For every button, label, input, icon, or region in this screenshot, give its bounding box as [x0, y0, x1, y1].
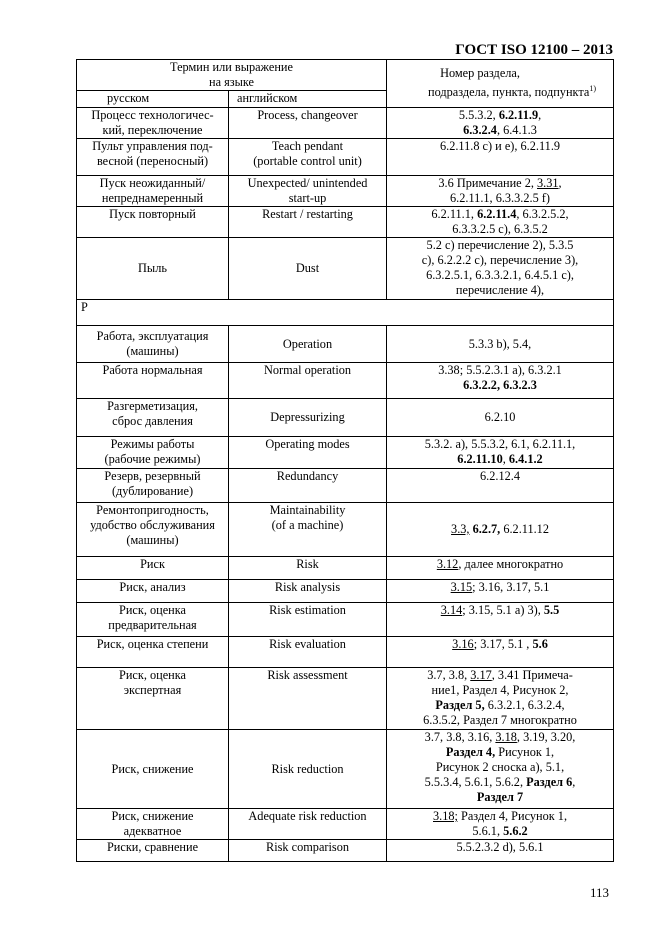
reference-line	[389, 580, 611, 595]
reference-line	[389, 790, 611, 805]
russian-term-cell-line: непреднамеренный	[101, 191, 204, 205]
english-term-cell-line: Adequate risk reduction	[248, 809, 367, 823]
russian-term-cell	[77, 730, 229, 809]
reference-fragment: Раздел 5,	[435, 698, 485, 712]
english-term-cell-line: Restart / restarting	[262, 207, 353, 221]
ref-header-line1: Номер раздела,	[440, 66, 520, 81]
russian-term-cell	[77, 557, 229, 580]
reference-fragment: 6.2.11.4	[477, 207, 517, 221]
russian-term-cell	[77, 326, 229, 363]
reference-fragment: Раздел 7	[476, 790, 524, 804]
english-term-cell-line: Unexpected/ unintended	[247, 176, 368, 190]
russian-term-cell	[77, 503, 229, 557]
russian-term-cell-line: экспертная	[123, 683, 182, 697]
term-group-label-line2: на языке	[209, 75, 255, 89]
reference-fragment: 5.6.2	[503, 824, 528, 838]
reference-fragment: , 6.3.2.5.2,	[516, 207, 569, 221]
reference-cell	[387, 603, 614, 637]
russian-term-cell	[77, 108, 229, 139]
russian-term-cell-line: Риск, оценка степени	[96, 637, 209, 651]
reference-fragment: 6.2.7,	[472, 522, 501, 536]
reference-fragment: 3.38; 5.5.2.3.1 a), 6.3.2.1	[438, 363, 562, 377]
reference-line	[389, 191, 611, 206]
russian-term-cell	[77, 437, 229, 469]
reference-cell	[387, 363, 614, 399]
reference-fragment: 5.6	[532, 637, 548, 651]
reference-line	[389, 253, 611, 268]
russian-term-cell-line: Пуск неожиданный/	[99, 176, 206, 190]
table-row	[77, 580, 614, 603]
table-row	[77, 326, 614, 363]
table-row	[77, 668, 614, 730]
english-term-cell	[229, 603, 387, 637]
reference-fragment: 5.5.2.3.2 d), 5.6.1	[456, 840, 544, 854]
reference-line	[389, 840, 611, 855]
russian-term-cell-line: кий, переключение	[102, 123, 203, 137]
reference-fragment: 5.5.3.4, 5.6.1, 5.6.2,	[424, 775, 527, 789]
reference-fragment: 3.7, 3.8,	[427, 668, 471, 682]
russian-term-cell-line: Работа нормальная	[102, 363, 203, 377]
russian-term-cell-line: Работа, эксплуатация	[96, 329, 209, 343]
russian-term-cell-line: Риск, анализ	[119, 580, 186, 594]
reference-line	[389, 108, 611, 123]
reference-fragment: ; 3.16, 3.17, 5.1	[472, 580, 550, 594]
reference-fragment: 6.2.11.10	[457, 452, 503, 466]
english-term-cell-line: Redundancy	[276, 469, 339, 483]
english-term-cell-line: Operating modes	[265, 437, 350, 451]
reference-fragment: 6.3.3.2.5 c), 6.3.5.2	[452, 222, 548, 236]
term-group-header	[77, 60, 387, 91]
reference-fragment: 3.14	[440, 603, 463, 617]
reference-fragment: 6.2.11.8 c) и e), 6.2.11.9	[439, 139, 561, 153]
reference-fragment: 6.2.10	[484, 410, 516, 424]
reference-cell	[387, 809, 614, 840]
russian-term-cell-line: весной (переносный)	[96, 154, 209, 168]
reference-fragment: 3.6 Примечание 2,	[438, 176, 538, 190]
russian-term-cell-line: предварительная	[108, 618, 197, 632]
reference-fragment: ; 3.17, 5.1 ,	[473, 637, 533, 651]
english-term-cell-line: Risk comparison	[266, 840, 349, 854]
reference-fragment: 6.2.11.12	[500, 522, 549, 536]
table-header-row	[77, 60, 614, 91]
table-row	[77, 399, 614, 437]
russian-term-cell-line: (машины)	[126, 533, 179, 547]
reference-line	[389, 283, 611, 298]
table-row	[77, 139, 614, 176]
reference-fragment: c), 6.2.2.2 c), перечисление 3),	[421, 253, 579, 267]
russian-term-cell	[77, 139, 229, 176]
table-row	[77, 840, 614, 862]
reference-fragment: ,	[538, 108, 542, 122]
english-term-cell-line: Risk analysis	[274, 580, 341, 594]
reference-cell	[387, 557, 614, 580]
reference-cell	[387, 326, 614, 363]
reference-line	[389, 437, 611, 452]
reference-fragment: 5.2 c) перечисление 2), 5.3.5	[426, 238, 574, 252]
table-row	[77, 207, 614, 238]
page-number: 113	[589, 885, 609, 900]
reference-fragment: 6.3.2.5.1, 6.3.3.2.1, 6.4.5.1 c),	[426, 268, 574, 282]
reference-line	[389, 809, 611, 824]
reference-line	[389, 176, 611, 191]
reference-fragment: ние1, Раздел 4, Рисунок 2,	[431, 683, 569, 697]
russian-term-cell	[77, 668, 229, 730]
reference-line	[389, 522, 611, 537]
reference-fragment: 5.3.3 b), 5.4,	[468, 336, 532, 351]
reference-fragment: ,	[558, 176, 562, 190]
english-term-cell-line: (portable control unit)	[253, 154, 362, 168]
english-term-cell-line: Normal operation	[263, 363, 352, 377]
russian-term-cell-line: удобство обслуживания	[90, 518, 215, 532]
russian-term-cell-line: Режимы работы	[110, 437, 195, 451]
index-table	[76, 59, 614, 862]
reference-fragment: перечисление 4),	[455, 283, 545, 297]
russian-term-cell-line: Риск	[140, 557, 165, 571]
russian-term-cell-line: Риск, оценка	[118, 668, 186, 682]
reference-fragment: 3.16	[452, 637, 474, 651]
reference-line	[389, 745, 611, 760]
russian-term-cell-line: (рабочие режимы)	[104, 452, 201, 466]
reference-fragment: ,	[502, 452, 509, 466]
reference-fragment: 6.3.2.2, 6.3.2.3	[463, 378, 537, 392]
reference-fragment: 3.15	[450, 580, 473, 594]
reference-line	[389, 668, 611, 683]
reference-fragment: ; 3.15, 5.1 a) 3),	[462, 603, 544, 617]
reference-line	[389, 469, 611, 484]
reference-fragment: 3.17	[470, 668, 492, 682]
russian-term-cell	[77, 840, 229, 862]
reference-fragment: 6.2.12.4	[480, 469, 520, 483]
reference-line	[389, 139, 611, 154]
reference-fragment: 5.5	[543, 603, 560, 617]
russian-term-cell	[77, 809, 229, 840]
english-term-cell-line: Risk evaluation	[269, 637, 346, 651]
reference-fragment: , 3.41 Примеча-	[491, 668, 573, 682]
russian-term-cell-line: Процесс технологичес-	[91, 108, 214, 122]
english-term-cell	[229, 207, 387, 238]
reference-cell	[387, 399, 614, 437]
english-term-cell	[229, 503, 387, 557]
table-row	[77, 637, 614, 668]
russian-term-cell-line: (машины)	[126, 344, 179, 358]
reference-cell	[387, 139, 614, 176]
reference-cell	[387, 469, 614, 503]
english-term-cell	[229, 580, 387, 603]
reference-fragment: 3.12	[436, 557, 459, 571]
reference-fragment: 6.3.5.2, Раздел 7 многократно	[423, 713, 577, 727]
table-row	[77, 108, 614, 139]
russian-term-cell-line: Риск, снижение	[111, 809, 194, 823]
table-row	[77, 503, 614, 557]
reference-fragment: 5.6.1,	[472, 824, 504, 838]
table-row	[77, 363, 614, 399]
russian-term-cell	[77, 637, 229, 668]
reference-line	[389, 824, 611, 839]
english-term-cell-line: (of a machine)	[271, 518, 344, 532]
reference-line	[389, 123, 611, 138]
reference-line	[389, 730, 611, 745]
reference-fragment: 6.2.11.1,	[431, 207, 478, 221]
english-term-cell-line: start-up	[288, 191, 327, 205]
russian-term-cell-line: Пульт управления под-	[92, 139, 213, 153]
table-row	[77, 557, 614, 580]
reference-fragment: Рисунок 2 сноска a), 5.1,	[435, 760, 565, 774]
reference-cell	[387, 437, 614, 469]
english-term-cell	[229, 437, 387, 469]
reference-fragment: 3.3,	[451, 522, 470, 536]
english-term-cell-line: Dust	[295, 261, 320, 275]
reference-line	[389, 410, 611, 425]
reference-cell	[387, 503, 614, 557]
reference-fragment: Раздел 6	[526, 775, 573, 789]
footnote-mark: 1)	[589, 84, 597, 94]
russian-term-cell-line: Пыль	[138, 261, 167, 275]
russian-term-cell	[77, 469, 229, 503]
english-term-cell	[229, 399, 387, 437]
russian-term-cell-line: сброс давления	[112, 414, 193, 428]
english-term-cell-line: Risk	[296, 557, 319, 571]
russian-term-cell	[77, 399, 229, 437]
reference-fragment: 6.4.1.2	[508, 452, 543, 466]
english-term-cell-line: Depressurizing	[270, 410, 345, 424]
reference-fragment: 6.2.11.1, 6.3.3.2.5 f)	[450, 191, 550, 205]
russian-term-cell-line: Ремонтопригодность,	[96, 503, 209, 517]
reference-fragment: 6.3.2.1, 6.3.2.4,	[484, 698, 565, 712]
english-term-cell-line: Teach pendant	[271, 139, 344, 153]
col-english-header: английском	[229, 91, 387, 108]
reference-cell	[387, 840, 614, 862]
table-row	[77, 437, 614, 469]
reference-line	[389, 363, 611, 378]
term-group-label: Термин или выражение	[170, 60, 293, 74]
reference-line	[389, 207, 611, 222]
english-term-cell	[229, 238, 387, 300]
russian-term-cell	[77, 207, 229, 238]
reference-line	[389, 775, 611, 790]
reference-cell	[387, 580, 614, 603]
reference-fragment: , 6.4.1.3	[496, 123, 537, 137]
russian-term-cell-line: Разгерметизация,	[107, 399, 198, 413]
document-header: ГОСТ ISO 12100 – 2013	[455, 42, 613, 58]
english-term-cell-line: Maintainability	[269, 503, 346, 517]
russian-term-cell	[77, 603, 229, 637]
russian-term-cell	[77, 238, 229, 300]
ref-column-header	[387, 60, 614, 108]
reference-fragment: Раздел 4,	[445, 745, 496, 759]
english-term-cell-line: Risk assessment	[267, 668, 348, 682]
reference-line	[389, 637, 611, 652]
english-term-cell	[229, 363, 387, 399]
reference-cell	[387, 176, 614, 207]
table-row	[77, 809, 614, 840]
reference-line	[389, 557, 611, 572]
reference-fragment: Рисунок 1,	[495, 745, 555, 759]
english-term-cell	[229, 840, 387, 862]
english-term-cell	[229, 108, 387, 139]
reference-line	[389, 698, 611, 713]
reference-fragment: ,	[572, 775, 576, 789]
english-term-cell-line: Risk estimation	[269, 603, 346, 617]
reference-line	[389, 603, 611, 618]
english-term-cell	[229, 730, 387, 809]
english-term-cell-line: Process, changeover	[257, 108, 358, 122]
reference-fragment: 5.5.3.2,	[458, 108, 499, 122]
reference-fragment: 6.2.11.9	[498, 108, 539, 122]
english-term-cell	[229, 176, 387, 207]
ref-header-line2: подраздела, пункта, подпункта	[428, 85, 590, 100]
reference-line	[389, 337, 611, 352]
table-row	[77, 603, 614, 637]
reference-cell	[387, 730, 614, 809]
russian-term-cell-line: Риск, оценка	[118, 603, 186, 617]
english-term-cell-line: Risk reduction	[271, 761, 344, 776]
russian-term-cell-line: Риск, снижение	[111, 761, 194, 776]
reference-cell	[387, 668, 614, 730]
table-row	[77, 469, 614, 503]
russian-term-cell	[77, 363, 229, 399]
english-term-cell	[229, 469, 387, 503]
reference-fragment: 3.18;	[433, 809, 458, 823]
reference-fragment: 3.7, 3.8, 3.16,	[424, 730, 496, 744]
russian-term-cell-line: Риски, сравнение	[106, 840, 199, 854]
reference-line	[389, 713, 611, 728]
reference-line	[389, 683, 611, 698]
section-letter: Р	[77, 300, 614, 326]
russian-term-cell	[77, 580, 229, 603]
reference-line	[389, 268, 611, 283]
reference-fragment: , далее многократно	[458, 557, 564, 571]
russian-term-cell	[77, 176, 229, 207]
table-row	[77, 238, 614, 300]
col-russian-header: русском	[77, 91, 229, 108]
russian-term-cell-line: (дублирование)	[111, 484, 194, 498]
english-term-cell	[229, 637, 387, 668]
reference-fragment: 5.3.2. a), 5.5.3.2, 6.1, 6.2.11.1,	[424, 437, 576, 451]
reference-fragment: , 3.19, 3.20,	[516, 730, 576, 744]
reference-cell	[387, 238, 614, 300]
english-term-cell	[229, 557, 387, 580]
english-term-cell	[229, 668, 387, 730]
russian-term-cell-line: Резерв, резервный	[104, 469, 201, 483]
russian-term-cell-line: адекватное	[123, 824, 182, 838]
reference-cell	[387, 637, 614, 668]
english-term-cell-line: Operation	[282, 336, 333, 351]
table-row	[77, 176, 614, 207]
reference-line	[389, 760, 611, 775]
reference-line	[389, 238, 611, 253]
reference-line	[389, 222, 611, 237]
reference-fragment: Раздел 4, Рисунок 1,	[457, 809, 568, 823]
english-term-cell	[229, 809, 387, 840]
reference-cell	[387, 108, 614, 139]
reference-line	[389, 378, 611, 393]
english-term-cell	[229, 139, 387, 176]
reference-cell	[387, 207, 614, 238]
reference-fragment: 3.31	[537, 176, 559, 190]
section-row	[77, 300, 614, 326]
reference-line	[389, 452, 611, 467]
reference-fragment: 3.18	[495, 730, 517, 744]
table-row	[77, 730, 614, 809]
reference-fragment: 6.3.2.4	[463, 123, 497, 137]
russian-term-cell-line: Пуск повторный	[109, 207, 196, 221]
english-term-cell	[229, 326, 387, 363]
